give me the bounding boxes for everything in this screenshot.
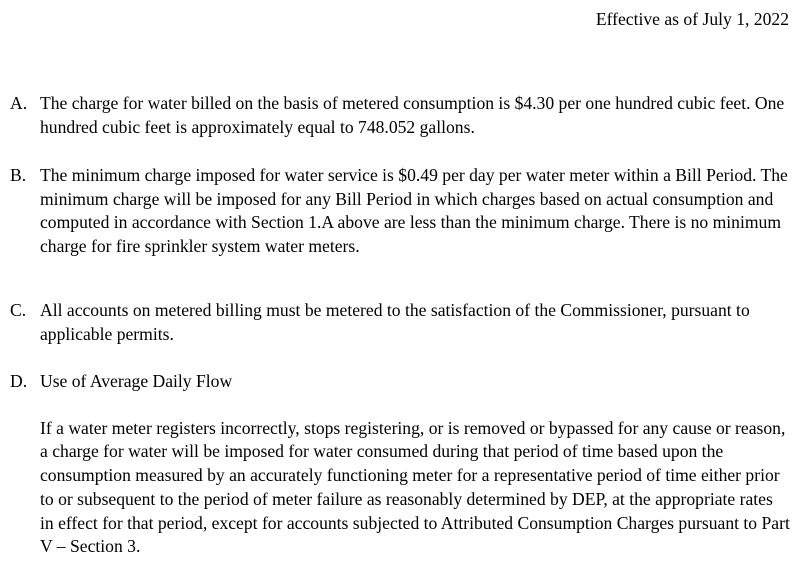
section-letter: B. (10, 165, 27, 185)
section-letter: C. (10, 300, 27, 320)
section-letter: A. (10, 93, 28, 113)
section-text: If a water meter registers incorrectly, stops registering, or is removed or bypassed for any cause or reason, a charge for water will be imposed for water consumed during that period of time based upon the consumption measured by an accurately functioning meter for a representative period of time either prior to or subsequent to the period of meter failure as reasonably determined by DEP, at the appropriate rates in effect for that period, except for accounts subjected to Attributed Consumption Charges pursuant to Part V – Section 3. (40, 417, 790, 557)
section-text: All accounts on metered billing must be metered to the satisfaction of the Commissioner, pursuant to applicable permits. (40, 300, 750, 344)
section-text: The minimum charge imposed for water service is $0.49 per day per water meter within a Bill Period. The minimum charge will be imposed for any Bill Period in which charges based on actual consumption and computed in accordance with Section 1.A above are less than the minimum charge. There is no minimum charge for fire sprinkler system water meters. (40, 165, 788, 257)
section-letter: D. (10, 371, 28, 391)
section-c (10, 299, 790, 346)
effective-date: Effective as of July 1, 2022 (595, 9, 789, 29)
section-a (10, 92, 790, 139)
section-text: The charge for water billed on the basis of metered consumption is $4.30 per one hundred cubic feet. One hundred cubic feet is approximately equal to 748.052 gallons. (40, 93, 785, 137)
section-heading: Use of Average Daily Flow (40, 371, 233, 391)
section-d (10, 370, 790, 559)
section-b (10, 164, 790, 259)
